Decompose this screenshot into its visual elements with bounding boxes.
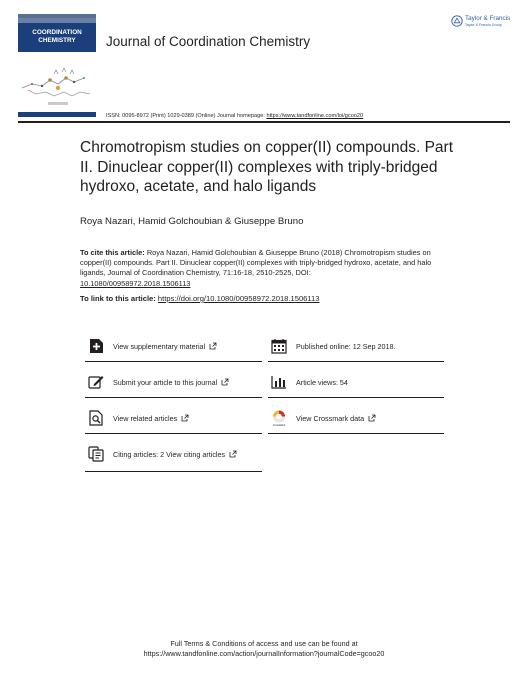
grid-rule [268, 361, 444, 362]
crossmark-caption: CrossMark [272, 424, 286, 427]
crossmark-label: View Crossmark data [296, 413, 365, 423]
citation-doi-link[interactable]: 10.1080/00958972.2018.1506113 [80, 278, 191, 288]
view-supplementary-material[interactable] [87, 331, 217, 361]
cover-journal-name-line1: COORDINATION [32, 29, 82, 36]
external-link-icon [221, 378, 229, 386]
issn-text: ISSN: 0095-8972 (Print) 1029-0389 (Online) Journal homepage: [106, 113, 267, 119]
external-link-icon [209, 342, 217, 350]
citation-text: Roya Nazari, Hamid Golchoubian & Giuseppe Bruno (2018) Chromotropism studies on copper(II) compounds. Part II. Dinuclear copper(II) complexes with triply-bridged hydroxo, acetate, and halo ligands, Journal of Coordination Chemistry, 71:16-18, 2510-2525, DOI: [80, 248, 432, 278]
journal-cover-thumbnail [18, 14, 96, 52]
citing-articles-icon [87, 445, 105, 463]
footer-terms-link[interactable]: https://www.tandfonline.com/action/journalInformation?journalCode=gcoo20 [143, 649, 385, 658]
supplementary-icon [87, 337, 105, 355]
view-crossmark-data[interactable] [270, 403, 376, 433]
external-link-icon [181, 414, 189, 422]
article-views-label: Article views: 54 [296, 377, 348, 387]
header-rule [18, 121, 510, 123]
external-link-icon [229, 450, 237, 458]
external-link-icon [368, 414, 376, 422]
journal-title[interactable]: Journal of Coordination Chemistry [106, 34, 311, 49]
article-title: Chromotropism studies on copper(II) compounds. Part II. Dinuclear copper(II) complexes with triply-bridged hydroxo, acetate, and halo ligands [80, 139, 454, 195]
grid-rule [85, 433, 262, 434]
article-link-label: To link to this article: [80, 294, 158, 303]
publisher-logo-subtext: Taylor & Francis Group [465, 23, 502, 27]
cover-journal-name-line2: CHEMISTRY [38, 37, 76, 44]
bar-chart-icon [270, 373, 288, 391]
grid-rule [85, 361, 262, 362]
publisher-logo-icon [451, 15, 463, 27]
edit-icon [87, 373, 105, 391]
related-articles-icon [87, 409, 105, 427]
article-views [270, 367, 348, 397]
article-link-line [80, 294, 320, 303]
cover-strip [18, 18, 96, 23]
citation-label: To cite this article: [80, 248, 145, 257]
grid-rule [268, 397, 444, 398]
article-doi-url[interactable]: https://doi.org/10.1080/00958972.2018.1506113 [157, 294, 320, 303]
citation-block [80, 248, 452, 289]
submit-article-label: Submit your article to this journal [113, 377, 218, 387]
submit-article[interactable] [87, 367, 229, 397]
article-authors: Roya Nazari, Hamid Golchoubian & Giuseppe Bruno [80, 216, 304, 227]
grid-rule [85, 471, 262, 472]
supplementary-label: View supplementary material [113, 341, 206, 351]
related-articles-label: View related articles [113, 413, 178, 423]
crossmark-icon [270, 409, 288, 427]
grid-rule [268, 433, 444, 434]
footer-terms-line: Full Terms & Conditions of access and use can be found at [170, 639, 358, 648]
calendar-icon [270, 337, 288, 355]
view-related-articles[interactable] [87, 403, 189, 433]
graphical-abstract-bar [18, 112, 96, 117]
grid-rule [85, 397, 262, 398]
published-online [270, 331, 396, 361]
citing-articles-label: Citing articles: 2 View citing articles [113, 449, 226, 459]
journal-homepage-link[interactable]: https://www.tandfonline.com/loi/gcoo20 [266, 113, 364, 119]
issn-line [106, 113, 363, 119]
publisher-logo[interactable] [451, 14, 513, 34]
publisher-logo-text: Taylor & Francis [465, 15, 511, 22]
view-citing-articles[interactable] [87, 439, 237, 469]
graphical-abstract-thumbnail [18, 66, 98, 112]
published-online-label: Published online: 12 Sep 2018. [296, 341, 396, 351]
